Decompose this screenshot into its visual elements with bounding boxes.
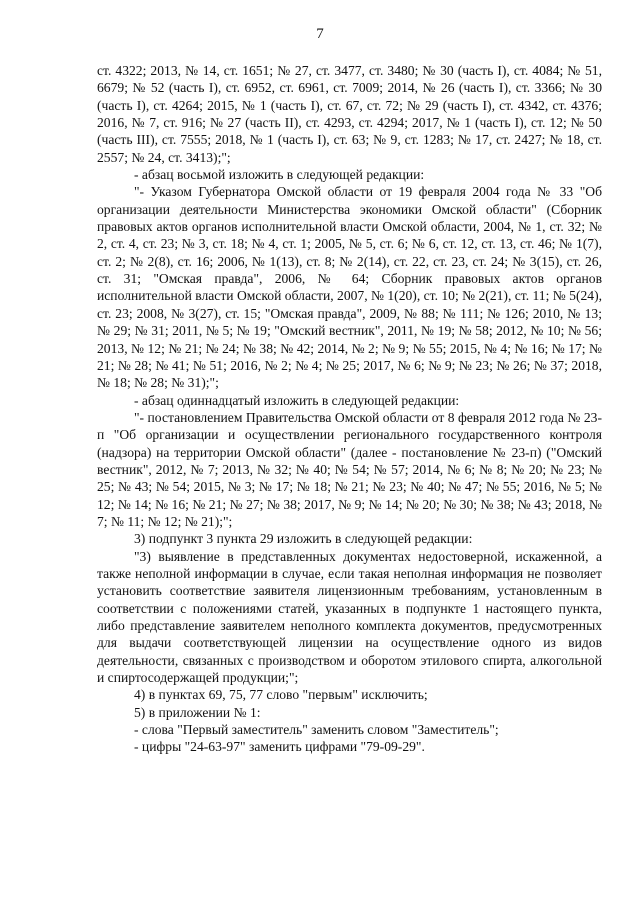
paragraph-subitem-3-text: "3) выявление в представленных документах недостоверной, искаженной, а также неполной информации в случае, если такая неполная информация не позволяет установить соответствие заявителя лицензионным требованиям, установленным в соответствии с положениями статей, указанных в подпункте 1 настоящего пункта, либо представление заявителем неполного комплекта документов, предусмотренных для выдачи соответствующей лицензии на осуществление одного из видов деятельности, связанных с производством и оборотом этилового спирта, алкогольной и спиртосодержащей продукции;"; [97,548,602,686]
paragraph-amendment-intro-8: - абзац восьмой изложить в следующей редакции: [134,167,425,183]
paragraph-legislation-references: ст. 4322; 2013, № 14, ст. 1651; № 27, ст. 3477, ст. 3480; № 30 (часть I), ст. 4084; № 51, 6679; № 52 (часть I), ст. 6952, ст. 6961, ст. 7009; 2014, № 26 (часть I), ст. 3366; № 30 (часть I), ст. 4264; 2015, № 1 (часть I), ст. 67, ст. 72; № 29 (часть I), ст. 4342, ст. 4376; 2016, № 7, ст. 916; № 27 (часть II), ст. 4293, ст. 4294; 2017, № 1 (часть I), ст. 12; № 50 (часть III), ст. 7555; 2018, № 1 (часть I), ст. 63; № 9, ст. 1283; № 17, ст. 2427; № 18, ст. 2557; № 24, ст. 3413);"; [97,63,602,165]
paragraph-governor-decree: "- Указом Губернатора Омской области от 19 февраля 2004 года № 33 "Об организации деятельности Министерства экономики Омской области" (Сборник правовых актов органов исполнительной власти Омской области, 2004, № 1, ст. 32; № 2, ст. 4, ст. 23; № 3, ст. 18; № 4, ст. 1; 2005, № 5, ст. 6; № 6, ст. 12, ст. 13, ст. 46; № 1(7), ст. 2; № 2(8), ст. 16; 2006, № 1(13), ст. 8; № 2(14), ст. 22, ст. 23, ст. 24; № 3(15), ст. 26, ст. 31; "Омская правда", 2006, № 64; Сборник правовых актов органов исполнительной власти Омской области, 2007, № 1(20), ст. 10; № 2(21), ст. 11; № 5(24), ст. 23; 2008, № 3(27), ст. 15; "Омская правда", 2009, № 88; № 111; № 126; 2010, № 13; № 29; № 31; 2011, № 5; № 19; "Омский вестник", 2011, № 19; № 58; 2012, № 10; № 56; 2013, № 12; № 21; № 24; № 38; № 42; 2014, № 2; № 9; № 55; 2015, № 4; № 16; № 17; № 21; № 28; № 41; № 51; 2016, № 2; № 4; № 25; 2017, № 6; № 9; № 23; № 26; № 37; 2018, № 18; № 28; № 31);"; [97,184,602,391]
paragraph-item-4: 4) в пунктах 69, 75, 77 слово "первым" исключить; [134,687,428,703]
paragraph-item-3: 3) подпункт 3 пункта 29 изложить в следующей редакции: [134,531,473,547]
page-number: 7 [316,26,324,42]
paragraph-item-5: 5) в приложении № 1: [134,704,261,720]
document-body [97,62,602,756]
paragraph-amendment-intro-11: - абзац одиннадцатый изложить в следующей редакции: [134,392,460,408]
paragraph-government-resolution: "- постановлением Правительства Омской области от 8 февраля 2012 года № 23-п "Об организации и осуществлении регионального государственного контроля (надзора) на территории Омской области" (далее - постановление № 23-п) ("Омский вестник", 2012, № 7; 2013, № 32; № 40; № 54; № 57; 2014, № 6; № 8; № 20; № 23; № 25; № 43; № 54; 2015, № 3; № 17; № 18; № 21; № 23; № 40; № 47; № 55; 2016, № 5; № 12; № 14; № 16; № 21; № 27; № 38; 2017, № 9; № 14; № 20; № 30; № 38; № 43; 2018, № 7; № 11; № 12; № 21);"; [97,409,602,529]
paragraph-replace-words: - слова "Первый заместитель" заменить словом "Заместитель"; [134,722,499,738]
paragraph-replace-phone: - цифры "24-63-97" заменить цифрами "79-09-29". [134,739,425,755]
